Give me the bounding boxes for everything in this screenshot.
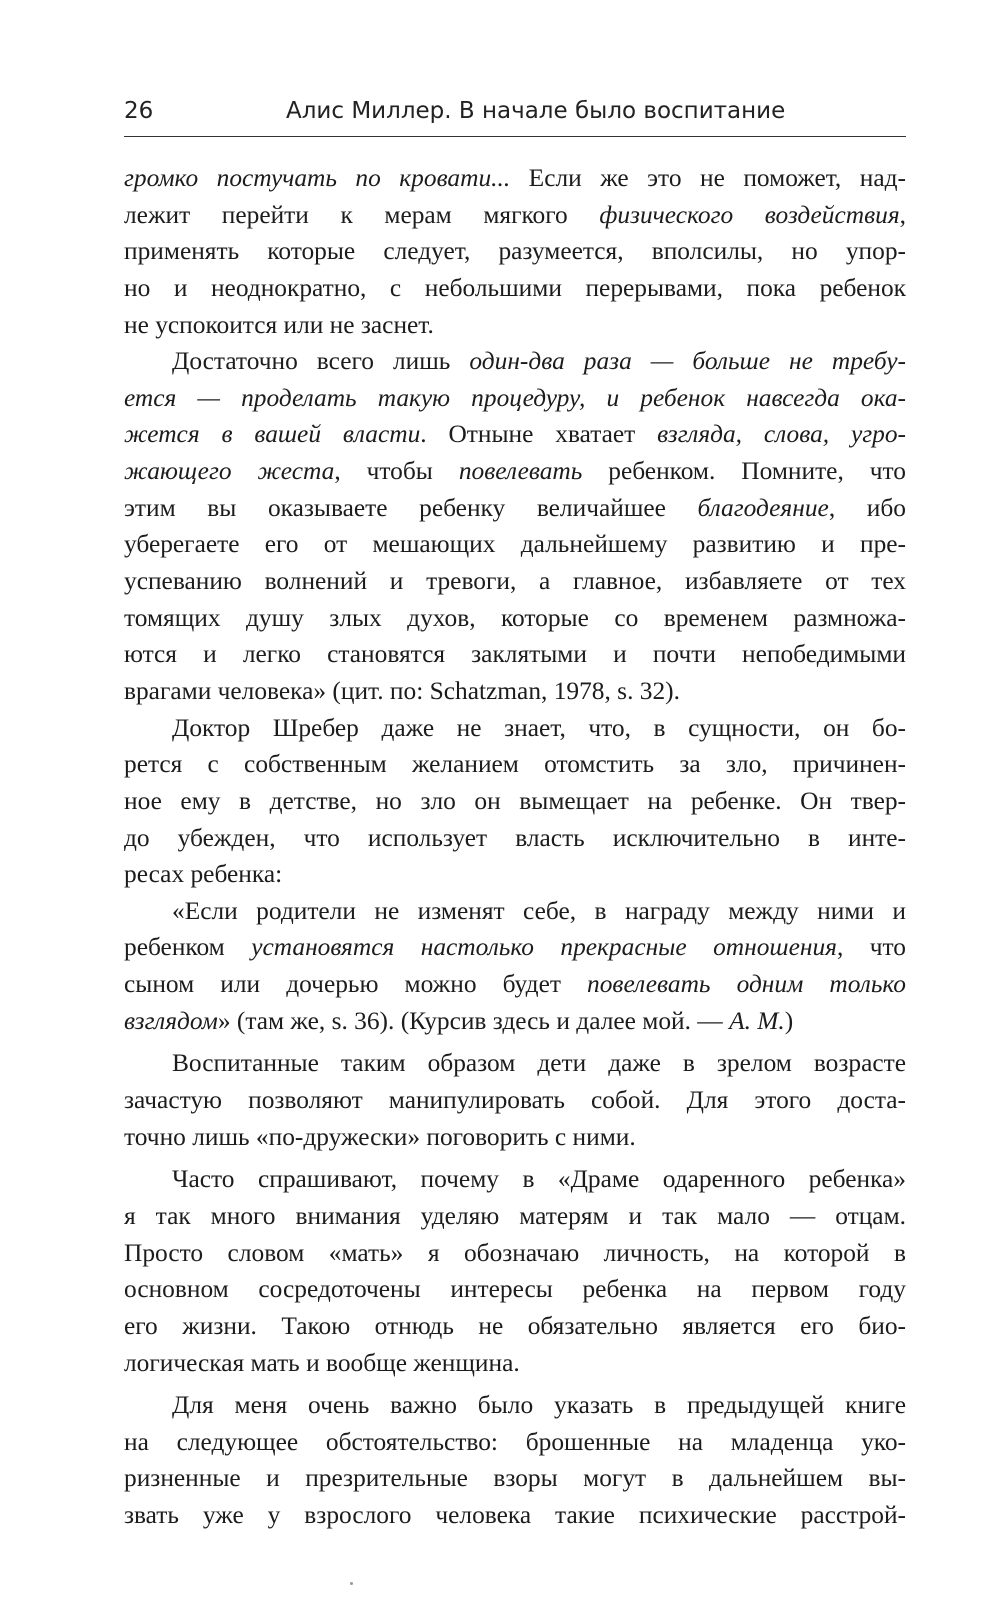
text-line [124, 783, 906, 820]
italic-run: один-два раза — больше не требу- [469, 347, 906, 376]
text-run: » (там же, s. 36). (Курсив здесь и далее мой. — [217, 1006, 730, 1035]
text-run: рется с собственным желанием отомстить за зло, причинен- [124, 750, 906, 779]
text-run: , что [836, 933, 906, 962]
text-run: . Отныне хватает [420, 420, 658, 449]
text-run: Для меня очень важно было указать в предыдущей книге [172, 1391, 906, 1420]
text-run: , чтобы [334, 457, 459, 486]
text-run: точно лишь «по-дружески» поговорить с ними. [124, 1122, 636, 1151]
italic-run: жется в вашей власти [124, 420, 421, 449]
text-run: его жизни. Такою отнюдь не обязательно является его био- [124, 1311, 906, 1340]
text-run: основном сосредоточены интересы ребенка на первом году [124, 1275, 906, 1304]
page-number: 26 [124, 98, 154, 124]
text-run: Просто словом «мать» я обозначаю личность, на которой в [124, 1238, 906, 1267]
text-run: Воспитанные таким образом дети даже в зрелом возрасте [172, 1049, 906, 1078]
header-rule [124, 136, 906, 137]
text-run: Достаточно всего лишь [172, 347, 470, 376]
text-line [124, 526, 906, 563]
text-run: не успокоится или не заснет. [124, 310, 434, 339]
text-line [124, 746, 906, 783]
text-run: «Если родители не изменят себе, в награду между ними и [172, 896, 906, 925]
text-run: успеванию волнений и тревоги, а главное, избавляете от тех [124, 567, 906, 596]
text-line [124, 673, 906, 710]
italic-run: взглядом [124, 1006, 218, 1035]
body-text [124, 160, 906, 1534]
text-line [124, 820, 906, 857]
text-run: на следующее обстоятельство: брошенные на младенца уко- [124, 1427, 906, 1456]
text-line [124, 1497, 906, 1534]
text-run: я так много внимания уделяю матерям и так мало — отцам. [124, 1201, 906, 1230]
text-line [124, 600, 906, 637]
text-line [124, 270, 906, 307]
text-line [124, 563, 906, 600]
running-header [124, 92, 906, 138]
text-run: до убежден, что использует власть исключительно в инте- [124, 823, 906, 852]
italic-run: благодеяние [697, 493, 829, 522]
text-run: ) [784, 1006, 794, 1035]
text-line [124, 416, 906, 453]
text-line [124, 710, 906, 747]
text-run: ребенком. Помните, что [582, 457, 906, 486]
italic-run: повелевать [458, 457, 583, 486]
text-run: , ибо [828, 493, 906, 522]
text-line [124, 453, 906, 490]
text-line [124, 893, 906, 930]
italic-run: установятся настолько прекрасные отношения [251, 933, 837, 962]
text-run: этим вы оказываете ребенку величайшее [124, 493, 698, 522]
text-run: Если же это не поможет, над- [510, 164, 906, 192]
text-line [124, 1003, 906, 1040]
text-line [124, 307, 906, 344]
text-line [124, 856, 906, 893]
text-line [124, 1345, 906, 1382]
italic-run: взгляда, слова, угро- [657, 420, 906, 449]
text-run: ризненные и презрительные взоры могут в дальнейшем вы- [124, 1464, 906, 1493]
text-line [124, 636, 906, 673]
text-line [124, 1424, 906, 1461]
text-run: ребенком [124, 933, 252, 962]
text-line [124, 966, 906, 1003]
italic-run: громко постучать по кровати... [124, 164, 511, 192]
text-run: зачастую позволяют манипулировать собой. Для этого доста- [124, 1086, 906, 1115]
text-run: ресах ребенка: [124, 860, 283, 889]
text-run: , [899, 200, 906, 229]
text-line [124, 1119, 906, 1156]
text-line [124, 233, 906, 270]
running-title: Алис Миллер. В начале было воспитание [286, 98, 786, 124]
text-run: но и неоднократно, с небольшими перерывами, пока ребенок [124, 273, 906, 302]
text-run: звать уже у взрослого человека такие психические расстрой- [124, 1501, 906, 1530]
text-line [124, 1198, 906, 1235]
italic-run: А. М. [729, 1006, 785, 1035]
text-run: сыном или дочерью можно будет [124, 970, 588, 999]
text-line [124, 1045, 906, 1082]
text-run: ное ему в детстве, но зло он вымещает на ребенке. Он твер- [124, 786, 906, 815]
text-run: применять которые следует, разумеется, вполсилы, но упор- [124, 237, 906, 266]
italic-run: ется — проделать такую процедуру, и ребенок навсегда ока- [124, 383, 906, 412]
text-line [124, 1161, 906, 1198]
text-line [124, 1082, 906, 1119]
text-line [124, 1235, 906, 1272]
text-run: томящих душу злых духов, которые со временем размножа- [124, 603, 906, 632]
italic-run: физического воздействия [599, 200, 900, 229]
text-run: лежит перейти к мерам мягкого [124, 200, 600, 229]
text-line [124, 160, 906, 197]
text-line [124, 490, 906, 527]
italic-run: повелевать одним только [587, 970, 906, 999]
text-line [124, 380, 906, 417]
text-run: врагами человека» (цит. по: Schatzman, 1978, s. 32). [124, 676, 680, 705]
text-line [124, 1387, 906, 1424]
text-run: логическая мать и вообще женщина. [124, 1348, 520, 1377]
text-run: Доктор Шребер даже не знает, что, в сущности, он бо- [172, 713, 906, 742]
scan-speck [350, 1582, 353, 1585]
text-line [124, 197, 906, 234]
text-run: ются и легко становятся заклятыми и почти непобедимыми [124, 640, 906, 669]
italic-run: жающего жеста [124, 457, 335, 486]
text-run: Часто спрашивают, почему в «Драме одаренного ребенка» [172, 1165, 906, 1194]
text-run: уберегаете его от мешающих дальнейшему развитию и пре- [124, 530, 906, 559]
text-line [124, 1460, 906, 1497]
text-line [124, 343, 906, 380]
text-line [124, 929, 906, 966]
text-line [124, 1308, 906, 1345]
text-line [124, 1271, 906, 1308]
